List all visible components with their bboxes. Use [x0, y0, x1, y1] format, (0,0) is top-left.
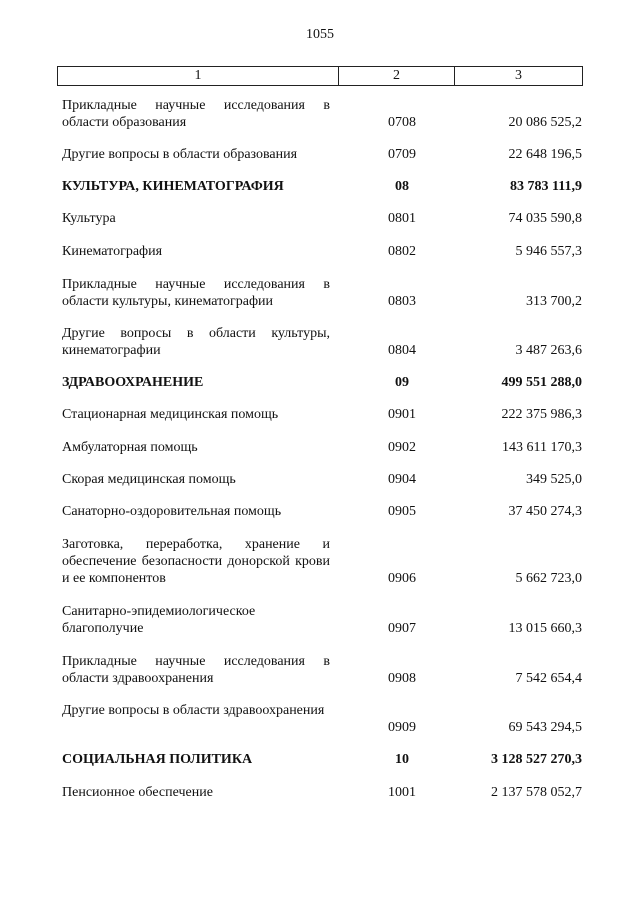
row-code: 08	[395, 179, 409, 194]
row-amount: 13 015 660,3	[508, 621, 582, 636]
row-amount: 499 551 288,0	[501, 375, 582, 390]
table-row	[62, 243, 582, 260]
table-row	[62, 702, 582, 736]
row-name: Другие вопросы в области здравоохранения	[62, 703, 325, 718]
table-row	[62, 603, 582, 637]
row-amount: 83 783 111,9	[510, 179, 582, 194]
row-code: 0709	[388, 147, 416, 162]
row-amount: 143 611 170,3	[502, 440, 582, 455]
table-row	[62, 503, 582, 520]
row-amount: 69 543 294,5	[508, 720, 582, 735]
row-amount: 3 128 527 270,3	[491, 752, 582, 767]
row-amount: 5 946 557,3	[515, 244, 582, 259]
row-amount: 313 700,2	[526, 294, 582, 309]
row-name: Амбулаторная помощь	[62, 440, 198, 455]
row-amount: 37 450 274,3	[508, 504, 582, 519]
table-row	[62, 276, 582, 310]
row-code: 0802	[388, 244, 416, 259]
row-name: Заготовка, переработка, хранение и обеспечение безопасности донорской крови и ее компонентов	[62, 537, 330, 586]
row-amount: 2 137 578 052,7	[491, 785, 582, 800]
row-code: 0902	[388, 440, 416, 455]
row-code: 0905	[388, 504, 416, 519]
row-amount: 222 375 986,3	[501, 407, 582, 422]
row-name: Кинематография	[62, 244, 163, 259]
table-row	[62, 97, 582, 131]
table-row	[62, 536, 582, 587]
row-name: Другие вопросы в области образования	[62, 147, 298, 162]
row-amount: 3 487 263,6	[515, 343, 582, 358]
row-name: Санаторно-оздоровительная помощь	[62, 504, 282, 519]
row-name: Пенсионное обеспечение	[62, 785, 213, 800]
table-row	[62, 653, 582, 687]
row-amount: 7 542 654,4	[515, 671, 582, 686]
section-row	[62, 178, 582, 195]
row-name: СОЦИАЛЬНАЯ ПОЛИТИКА	[62, 752, 253, 767]
table-row	[62, 471, 582, 488]
row-amount: 20 086 525,2	[508, 115, 582, 130]
row-code: 0907	[388, 621, 416, 636]
row-name: Прикладные научные исследования в области здравоохранения	[62, 654, 330, 686]
row-name: Культура	[62, 211, 116, 226]
row-name: Стационарная медицинская помощь	[62, 407, 279, 422]
row-name: Скорая медицинская помощь	[62, 472, 236, 487]
row-amount: 5 662 723,0	[515, 571, 582, 586]
table-row	[62, 325, 582, 359]
row-amount: 349 525,0	[526, 472, 582, 487]
section-row	[62, 751, 582, 768]
header-col-1: 1	[58, 67, 339, 85]
row-code: 0804	[388, 343, 416, 358]
page-number: 1055	[306, 27, 334, 42]
row-code: 0901	[388, 407, 416, 422]
table-header	[57, 66, 583, 86]
row-amount: 22 648 196,5	[508, 147, 582, 162]
table-row	[62, 210, 582, 227]
row-name: Прикладные научные исследования в области культуры, кинематографии	[62, 277, 330, 309]
table-row	[62, 439, 582, 456]
row-code: 0909	[388, 720, 416, 735]
row-code: 0803	[388, 294, 416, 309]
header-col-3: 3	[515, 68, 522, 83]
row-code: 0801	[388, 211, 416, 226]
row-code: 10	[395, 752, 409, 767]
row-name: Другие вопросы в области культуры, кинематографии	[62, 326, 330, 358]
row-code: 0906	[388, 571, 416, 586]
row-code: 0904	[388, 472, 416, 487]
row-code: 09	[395, 375, 409, 390]
table-row	[62, 406, 582, 423]
table-row	[62, 784, 582, 801]
row-amount: 74 035 590,8	[508, 211, 582, 226]
row-code: 0908	[388, 671, 416, 686]
row-code: 1001	[388, 785, 416, 800]
section-row	[62, 374, 582, 391]
row-name: ЗДРАВООХРАНЕНИЕ	[62, 375, 204, 390]
row-name: Санитарно-эпидемиологическое благополучие	[62, 604, 256, 636]
row-name: КУЛЬТУРА, КИНЕМАТОГРАФИЯ	[62, 179, 284, 194]
row-code: 0708	[388, 115, 416, 130]
row-name: Прикладные научные исследования в области образования	[62, 98, 330, 130]
header-col-2: 2	[339, 67, 455, 85]
table-row	[62, 146, 582, 163]
